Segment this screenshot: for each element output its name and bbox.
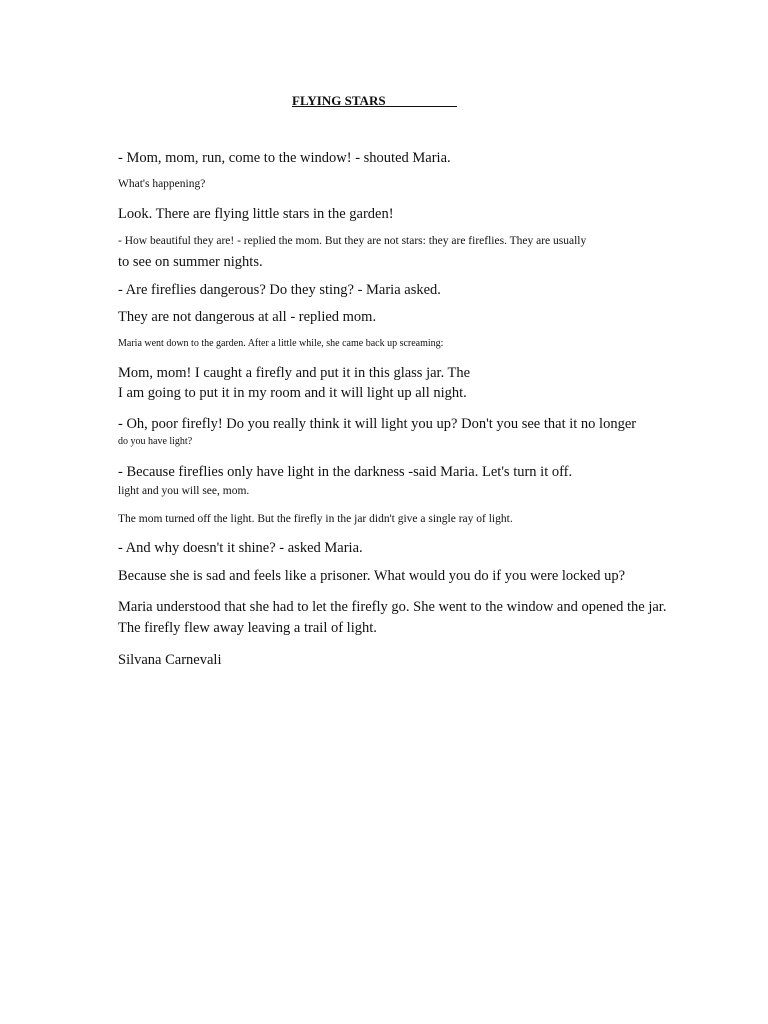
- author-name: Silvana Carnevali: [118, 652, 222, 668]
- text-line: light and you will see, mom.: [118, 485, 250, 497]
- text-line: Maria understood that she had to let the firefly go. She went to the window and opened the jar.: [118, 599, 667, 615]
- document-title: FLYING STARS: [292, 93, 458, 108]
- text-line: - Oh, poor firefly! Do you really think it will light you up? Don't you see that it no longer: [118, 416, 637, 432]
- text-line: The firefly flew away leaving a trail of light.: [118, 620, 377, 636]
- text-line: Because she is sad and feels like a prisoner. What would you do if you were locked up?: [118, 568, 626, 584]
- text-line: - Are fireflies dangerous? Do they sting? - Maria asked.: [118, 282, 441, 298]
- text-line: - How beautiful they are! - replied the mom. But they are not stars: they are fireflies. They are usually: [118, 235, 587, 247]
- text-line: do you have light?: [118, 436, 193, 447]
- text-line: The mom turned off the light. But the firefly in the jar didn't give a single ray of light.: [118, 513, 513, 525]
- text-line: - Mom, mom, run, come to the window! - shouted Maria.: [118, 150, 451, 166]
- text-line: - Because fireflies only have light in the darkness -said Maria. Let's turn it off.: [118, 464, 573, 480]
- text-line: to see on summer nights.: [118, 254, 263, 270]
- text-line: They are not dangerous at all - replied mom.: [118, 309, 377, 325]
- text-line: Mom, mom! I caught a firefly and put it in this glass jar. The: [118, 365, 471, 381]
- text-line: - And why doesn't it shine? - asked Maria.: [118, 540, 363, 556]
- text-line: I am going to put it in my room and it will light up all night.: [118, 385, 467, 401]
- text-line: Maria went down to the garden. After a little while, she came back up screaming:: [118, 338, 444, 349]
- text-line: What's happening?: [118, 178, 206, 190]
- text-line: Look. There are flying little stars in the garden!: [118, 206, 394, 222]
